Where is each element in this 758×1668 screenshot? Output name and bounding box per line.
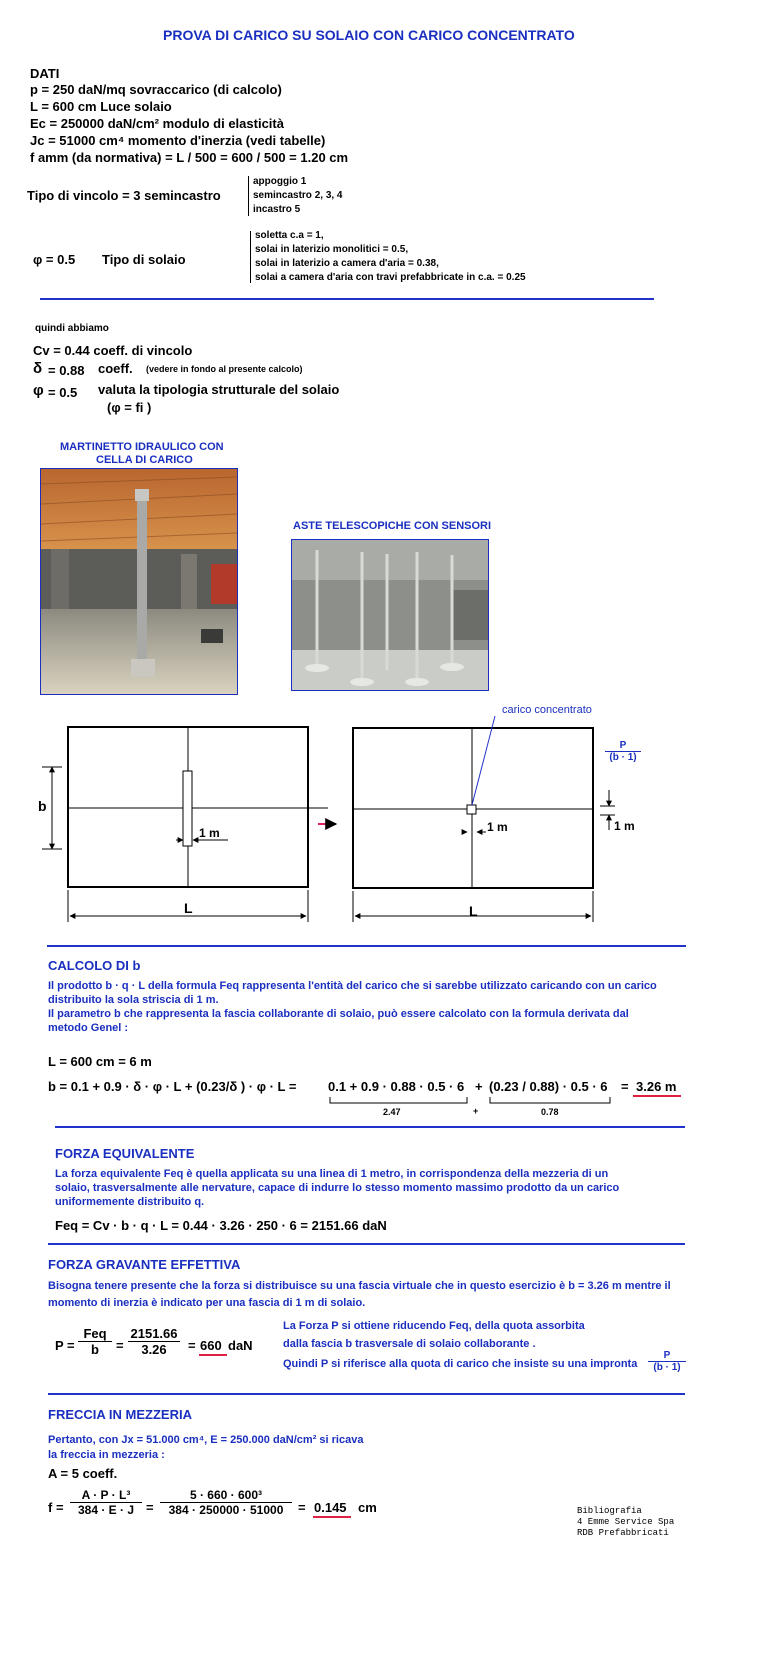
f-label: f = [48, 1500, 64, 1515]
f-unit: cm [358, 1500, 377, 1515]
forza-grav-note: La Forza P si ottiene riducendo Feq, della quota assorbita [283, 1320, 585, 1332]
dim-1m-side: 1 m [614, 819, 635, 833]
vincolo-option: appoggio 1 [253, 176, 307, 187]
telescopic-props-photo [291, 539, 489, 691]
fraction-denominator: (b · 1) [605, 751, 641, 763]
calcolo-b-text: Il parametro b che rappresenta la fascia collaborante di solaio, può essere calcolato con la formula derivata dal [48, 1008, 629, 1020]
b-subplus: + [473, 1106, 479, 1116]
calcolo-b-text: Il prodotto b · q · L della formula Feq rappresenta l'entità del carico che si sarebbe utilizzato caricando con un carico [48, 980, 657, 992]
section-divider [55, 1126, 685, 1128]
vincolo-option: semincastro 2, 3, 4 [253, 190, 343, 201]
solaio-option: solai in laterizio monolitici = 0.5, [255, 244, 409, 255]
left-photo-caption: CELLA DI CARICO [96, 454, 193, 466]
delta-symbol: δ [33, 360, 43, 377]
equals: = [298, 1500, 306, 1515]
L-conversion: L = 600 cm = 6 m [48, 1054, 152, 1069]
dim-L-right: L [469, 903, 478, 919]
freccia-heading: FRECCIA IN MEZZERIA [48, 1407, 192, 1422]
fraction-numerator: P [619, 740, 627, 751]
equals: = [188, 1338, 196, 1353]
fraction-denominator: 384 · 250000 · 51000 [160, 1502, 292, 1517]
dim-L-left: L [184, 900, 193, 916]
delta-value: = 0.88 [48, 363, 85, 378]
b-plus: + [475, 1079, 483, 1094]
b-part2: (0.23 / 0.88) · 0.5 · 6 [489, 1079, 608, 1094]
dati-heading: DATI [30, 66, 60, 81]
numeric-fraction [160, 1488, 292, 1517]
left-strip [183, 771, 192, 846]
quindi-heading: quindi abbiamo [35, 323, 109, 334]
p-over-b-fraction [605, 740, 641, 763]
concentrated-load [467, 805, 476, 814]
delta-note: (vedere in fondo al presente calcolo) [146, 364, 303, 374]
solaio-option: solai in laterizio a camera d'aria = 0.38, [255, 258, 439, 269]
result-underline [633, 1095, 681, 1097]
section-divider [48, 1393, 685, 1395]
b-result: 3.26 m [636, 1079, 677, 1094]
dim-1m-left: 1 m [199, 826, 220, 840]
left-photo-caption: MARTINETTO IDRAULICO CON [60, 441, 224, 453]
forza-grav-note: dalla fascia b trasversale di solaio collaborante . [283, 1338, 536, 1350]
dim-b-label: b [38, 798, 47, 814]
b-sub1: 2.47 [383, 1107, 401, 1117]
section-divider [40, 298, 654, 300]
freccia-text: la freccia in mezzeria : [48, 1449, 165, 1461]
calcolo-b-text: distribuito la sola striscia di 1 m. [48, 994, 219, 1006]
sum-brackets [320, 1095, 620, 1109]
fraction-denominator: 384 · E · J [70, 1502, 142, 1517]
concentrated-load-label: carico concentrato [502, 704, 592, 716]
fraction-numerator: P [663, 1350, 671, 1361]
solaio-option: solai a camera d'aria con travi prefabbricate in c.a. = 0.25 [255, 272, 526, 283]
phi-value: = 0.5 [48, 385, 78, 400]
fraction-denominator: b [78, 1341, 112, 1357]
cv-line: Cv = 0.44 coeff. di vincolo [33, 343, 193, 358]
bibliography-line: 4 Emme Service Spa [577, 1517, 675, 1527]
bibliography-line: Bibliografia [577, 1506, 642, 1516]
right-photo-caption: ASTE TELESCOPICHE CON SENSORI [293, 520, 492, 532]
forza-grav-text: momento di inerzia è indicato per una fascia di 1 m di solaio. [48, 1297, 366, 1309]
dati-line: Ec = 250000 daN/cm² modulo di elasticità [30, 116, 284, 131]
section-divider [48, 1243, 685, 1245]
dim-1m-right: 1 m [487, 820, 508, 834]
fraction-numerator: Feq [83, 1326, 107, 1341]
p-unit: daN [228, 1338, 253, 1353]
fraction-denominator: 3.26 [128, 1341, 180, 1357]
section-divider [47, 945, 686, 947]
forza-eq-text: solaio, trasversalmente alle nervature, capace di indurre lo stesso momento massimo prodotto da un carico [55, 1182, 620, 1194]
p-label: P = [55, 1338, 75, 1353]
coefficient-A: A = 5 coeff. [48, 1466, 118, 1481]
fraction-numerator: 2151.66 [130, 1326, 178, 1341]
freccia-text: Pertanto, con Jx = 51.000 cm⁴, E = 250.000 daN/cm² si ricava [48, 1434, 364, 1446]
forza-eq-text: La forza equivalente Feq è quella applicata su una linea di 1 metro, in corrispondenza della mezzeria di un [55, 1168, 609, 1180]
solaio-option: soletta c.a = 1, [255, 230, 324, 241]
dati-line: L = 600 cm Luce solaio [30, 99, 172, 114]
value-fraction [128, 1326, 180, 1357]
vincolo-label: Tipo di vincolo = 3 semincastro [27, 188, 221, 203]
equals: = [116, 1338, 124, 1353]
phi-symbol: φ [33, 382, 44, 399]
dati-line: f amm (da normativa) = L / 500 = 600 / 500 = 1.20 cm [30, 150, 349, 165]
dati-line: Jc = 51000 cm⁴ momento d'inerzia (vedi tabelle) [30, 133, 326, 148]
calcolo-b-heading: CALCOLO DI b [48, 958, 141, 973]
delta-coeff: coeff. [98, 361, 133, 376]
b-sub2: 0.78 [541, 1107, 559, 1117]
b-part1: 0.1 + 0.9 · 0.88 · 0.5 · 6 [328, 1079, 465, 1094]
vincolo-option: incastro 5 [253, 204, 301, 215]
forza-grav-note: Quindi P si riferisce alla quota di carico che insiste su una impronta [283, 1358, 638, 1370]
feq-formula: Feq = Cv · b · q · L = 0.44 · 3.26 · 250 · 6 = 2151.66 daN [55, 1218, 387, 1233]
page-title: PROVA DI CARICO SU SOLAIO CON CARICO CONCENTRATO [163, 27, 575, 43]
b-formula: b = 0.1 + 0.9 · δ · φ · L + (0.23/δ ) · φ · L = [48, 1079, 297, 1094]
f-result: 0.145 [314, 1500, 347, 1515]
dati-line: p = 250 daN/mq sovraccarico (di calcolo) [30, 82, 282, 97]
phi-desc: valuta la tipologia strutturale del solaio [98, 382, 340, 397]
hydraulic-jack-photo [40, 468, 238, 695]
p-over-b-fraction [648, 1350, 686, 1373]
bibliography-line: RDB Prefabbricati [577, 1528, 669, 1538]
slab-diagrams [0, 700, 758, 930]
forza-grav-text: Bisogna tenere presente che la forza si distribuisce su una fascia virtuale che in questo esercizio è b = 3.26 m mentre il [48, 1280, 671, 1292]
equals: = [146, 1500, 154, 1515]
result-underline [199, 1354, 227, 1356]
fraction-denominator: (b · 1) [648, 1361, 686, 1373]
forza-grav-heading: FORZA GRAVANTE EFFETTIVA [48, 1257, 241, 1272]
fraction-numerator: 5 · 660 · 600³ [189, 1488, 263, 1502]
result-underline [313, 1516, 351, 1518]
p-result: 660 [200, 1338, 222, 1353]
forza-eq-text: uniformemente distribuito q. [55, 1196, 205, 1208]
phi-fi: (φ = fi ) [107, 400, 152, 415]
b-equals: = [621, 1079, 629, 1094]
symbolic-fraction [70, 1488, 142, 1517]
calcolo-b-text: metodo Genel : [48, 1022, 129, 1034]
solaio-divider [250, 231, 251, 283]
solaio-label: Tipo di solaio [102, 252, 186, 267]
forza-eq-heading: FORZA EQUIVALENTE [55, 1146, 195, 1161]
solaio-phi: φ = 0.5 [33, 252, 76, 267]
vincolo-divider [248, 176, 249, 216]
feq-over-b [78, 1326, 112, 1357]
fraction-numerator: A · P · L³ [81, 1488, 131, 1502]
